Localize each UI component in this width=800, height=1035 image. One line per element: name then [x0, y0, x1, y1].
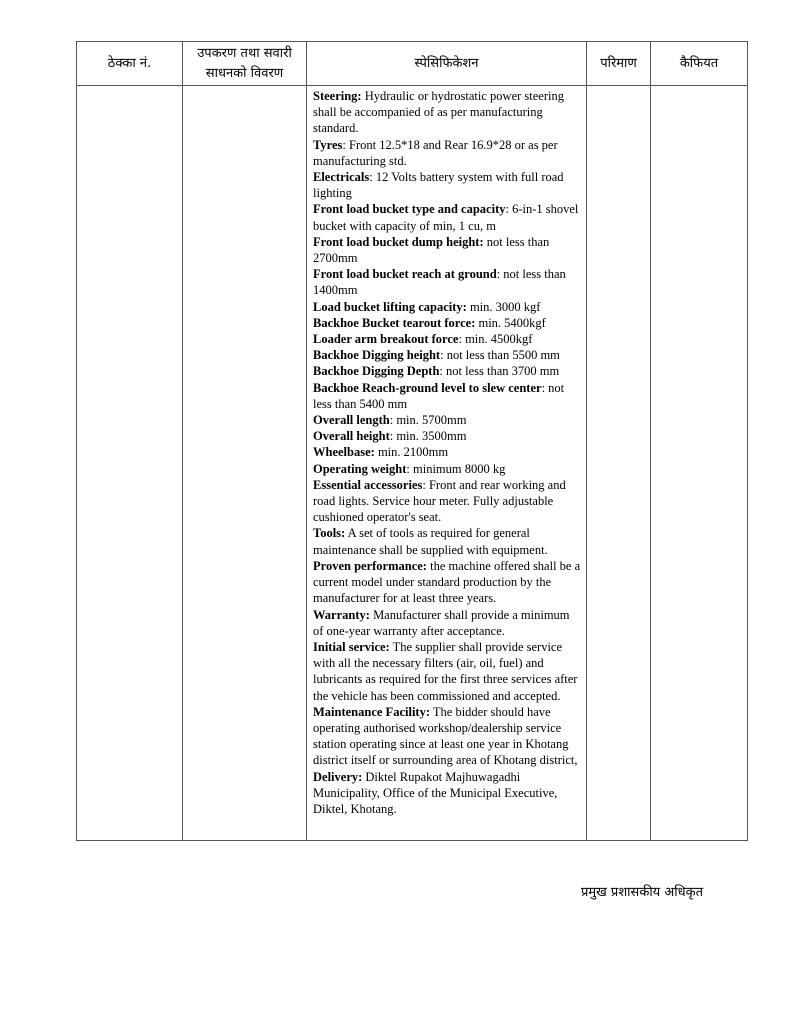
spec-overall-height: Overall height: min. 3500mm	[313, 429, 467, 444]
spec-tools: Tools: A set of tools as required for general maintenance shall be supplied with equipment.	[313, 526, 548, 557]
table-row	[77, 86, 748, 841]
header-remarks: कैफियत	[651, 42, 748, 86]
spec-delivery: Delivery: Diktel Rupakot Majhuwagadhi Municipality, Office of the Municipal Executive, Diktel, Khotang.	[313, 769, 558, 816]
spec-reach-slew-center: Backhoe Reach-ground level to slew center: not less than 5400 mm	[313, 380, 565, 411]
cell-quantity	[587, 86, 651, 841]
spec-maintenance-facility: Maintenance Facility: The bidder should have operating authorised workshop/dealership service station operating since at least one year in Khotang district itself or surrounding area of Khotang district,	[313, 704, 578, 768]
spec-front-bucket-dump-height: Front load bucket dump height: not less than 2700mm	[313, 234, 550, 266]
spec-digging-depth: Backhoe Digging Depth: not less than 3700 mm	[313, 364, 560, 379]
spec-electricals: Electricals: 12 Volts battery system with full road lighting	[313, 170, 564, 201]
header-quantity: परिमाण	[587, 42, 651, 86]
header-specification: स्पेसिफिकेशन	[307, 42, 587, 86]
spec-digging-height: Backhoe Digging height: not less than 5500 mm	[313, 348, 560, 363]
spec-tearout-force: Backhoe Bucket tearout force: min. 5400kgf	[313, 315, 546, 330]
spec-lifting-capacity: Load bucket lifting capacity: min. 3000 kgf	[313, 299, 541, 314]
header-equipment-description: उपकरण तथा सवारी साधनको विवरण	[183, 42, 307, 86]
header-contract-no: ठेक्का नं.	[77, 42, 183, 86]
spec-steering: Steering: Hydraulic or hydrostatic power steering shall be accompanied of as per manufacturing standard.	[313, 89, 564, 136]
spec-tyres: Tyres: Front 12.5*18 and Rear 16.9*28 or as per manufacturing std.	[313, 137, 558, 168]
spec-essential-accessories: Essential accessories: Front and rear working and road lights. Service hour meter. Fully adjustable cushioned operator's seat.	[313, 477, 566, 525]
spec-breakout-force: Loader arm breakout force: min. 4500kgf	[313, 332, 533, 347]
table-header-row	[77, 42, 748, 86]
spec-initial-service: Initial service: The supplier shall provide service with all the necessary filters (air, oil, fuel) and lubricants as required for the first three services after the vehicle has been commissioned and accepted.	[313, 639, 578, 703]
spec-proven-performance: Proven performance: the machine offered shall be a current model under standard production by the manufacturer for at least three years.	[313, 558, 581, 606]
spec-overall-length: Overall length: min. 5700mm	[313, 413, 467, 428]
spec-operating-weight: Operating weight: minimum 8000 kg	[313, 461, 506, 476]
spec-warranty: Warranty: Manufacturer shall provide a minimum of one-year warranty after acceptance.	[313, 607, 570, 638]
spec-wheelbase: Wheelbase: min. 2100mm	[313, 445, 449, 460]
cell-remarks	[651, 86, 748, 841]
signature-title: प्रमुख प्रशासकीय अधिकृत	[581, 885, 704, 900]
specification-table	[76, 41, 748, 841]
spec-front-bucket-reach: Front load bucket reach at ground: not less than 1400mm	[313, 267, 566, 298]
cell-specification	[307, 86, 587, 841]
spec-front-bucket-type: Front load bucket type and capacity: 6-in-1 shovel bucket with capacity of min, 1 cu, m	[313, 202, 579, 233]
cell-contract-no	[77, 86, 183, 841]
cell-equipment-description	[183, 86, 307, 841]
